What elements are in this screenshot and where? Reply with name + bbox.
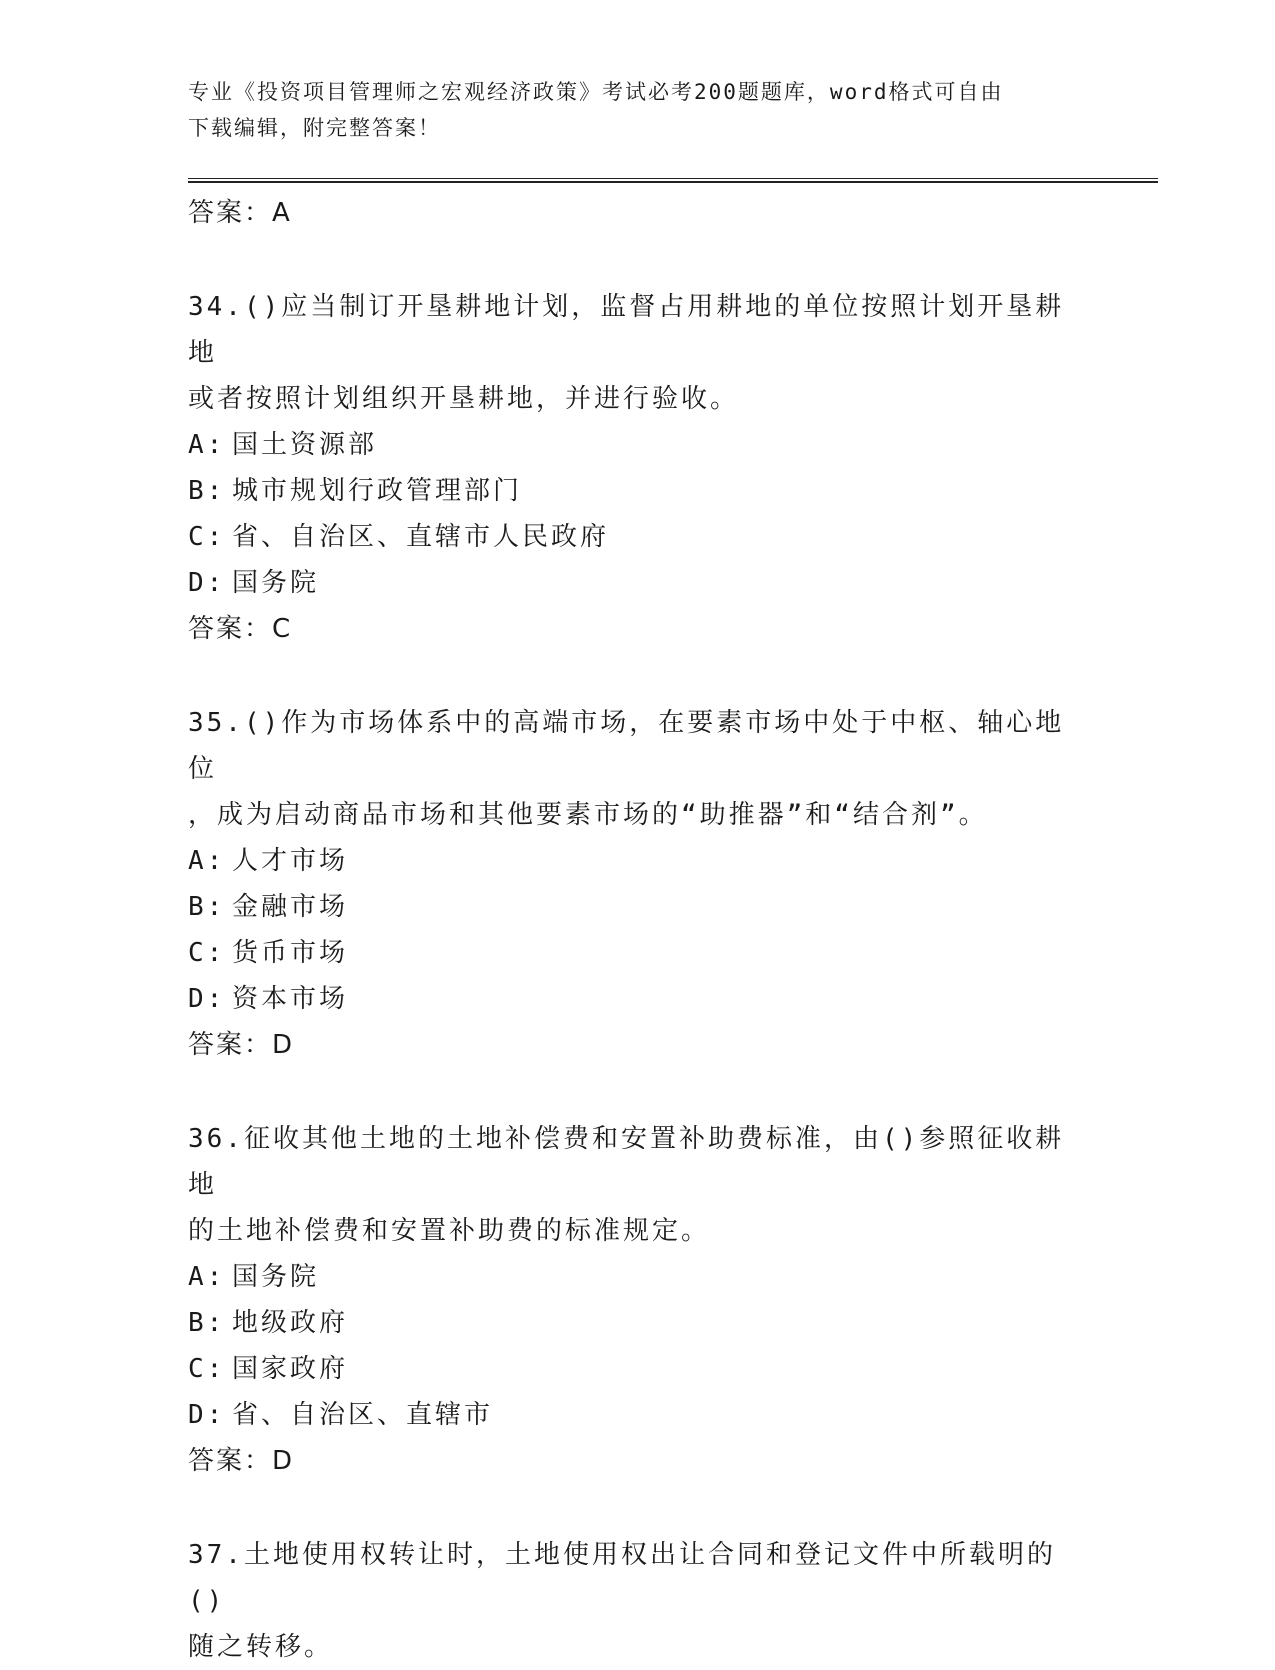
answer-line: 答案：A	[188, 198, 292, 228]
question-text-line: 或者按照计划组织开垦耕地，并进行验收。	[188, 384, 740, 414]
option-text: 货币市场	[232, 938, 349, 968]
option-text: 国务院	[232, 1262, 320, 1292]
option-key: A:	[188, 430, 226, 460]
header-divider-thin	[188, 178, 1158, 179]
option-text: 地级政府	[232, 1308, 349, 1338]
option-key: D:	[188, 568, 226, 598]
option-b	[188, 468, 1088, 514]
answer-line: 答案：D	[188, 1030, 295, 1060]
option-b	[188, 1300, 1088, 1346]
option-c	[188, 1346, 1088, 1392]
option-key: A:	[188, 846, 226, 876]
question-block	[188, 700, 1088, 1068]
option-text: 国土资源部	[232, 430, 378, 460]
header-line-2: 下载编辑，附完整答案！	[188, 116, 441, 140]
option-c	[188, 930, 1088, 976]
header-divider-thick	[188, 181, 1158, 183]
option-c	[188, 514, 1088, 560]
option-text: 国家政府	[232, 1354, 349, 1384]
page-header	[188, 74, 1088, 146]
option-text: 人才市场	[232, 846, 349, 876]
question-block	[188, 1532, 1088, 1670]
option-key: C:	[188, 1354, 226, 1384]
option-text: 资本市场	[232, 984, 349, 1014]
question-list	[188, 190, 1088, 1670]
option-a	[188, 1254, 1088, 1300]
option-text: 城市规划行政管理部门	[232, 476, 523, 506]
question-text-line: 35.()作为市场体系中的高端市场，在要素市场中处于中枢、轴心地位	[188, 708, 1065, 784]
option-key: C:	[188, 938, 226, 968]
option-a	[188, 838, 1088, 884]
question-text-line: 34.()应当制订开垦耕地计划，监督占用耕地的单位按照计划开垦耕地	[188, 292, 1065, 368]
option-key: A:	[188, 1262, 226, 1292]
option-key: B:	[188, 1308, 226, 1338]
option-key: B:	[188, 892, 226, 922]
option-d	[188, 560, 1088, 606]
answer-line: 答案：D	[188, 1446, 295, 1476]
question-text-line: ，成为启动商品市场和其他要素市场的“助推器”和“结合剂”。	[188, 800, 988, 830]
answer-line: 答案：C	[188, 614, 293, 644]
option-text: 金融市场	[232, 892, 349, 922]
option-d	[188, 1392, 1088, 1438]
option-text: 省、自治区、直辖市人民政府	[232, 522, 610, 552]
option-text: 省、自治区、直辖市	[232, 1400, 494, 1430]
option-a	[188, 422, 1088, 468]
option-key: D:	[188, 1400, 226, 1430]
option-key: B:	[188, 476, 226, 506]
option-b	[188, 884, 1088, 930]
question-text-line: 37.土地使用权转让时，土地使用权出让合同和登记文件中所载明的()	[188, 1540, 1056, 1616]
option-text: 国务院	[232, 568, 320, 598]
question-block	[188, 1116, 1088, 1484]
question-block	[188, 284, 1088, 652]
option-d	[188, 976, 1088, 1022]
question-text-line: 36.征收其他土地的土地补偿费和安置补助费标准，由()参照征收耕地	[188, 1124, 1065, 1200]
option-key: C:	[188, 522, 226, 552]
option-key: D:	[188, 984, 226, 1014]
question-text-line: 随之转移。	[188, 1632, 334, 1662]
question-text-line: 的土地补偿费和安置补助费的标准规定。	[188, 1216, 711, 1246]
header-line-1: 专业《投资项目管理师之宏观经济政策》考试必考200题题库，word格式可自由	[188, 80, 1004, 104]
